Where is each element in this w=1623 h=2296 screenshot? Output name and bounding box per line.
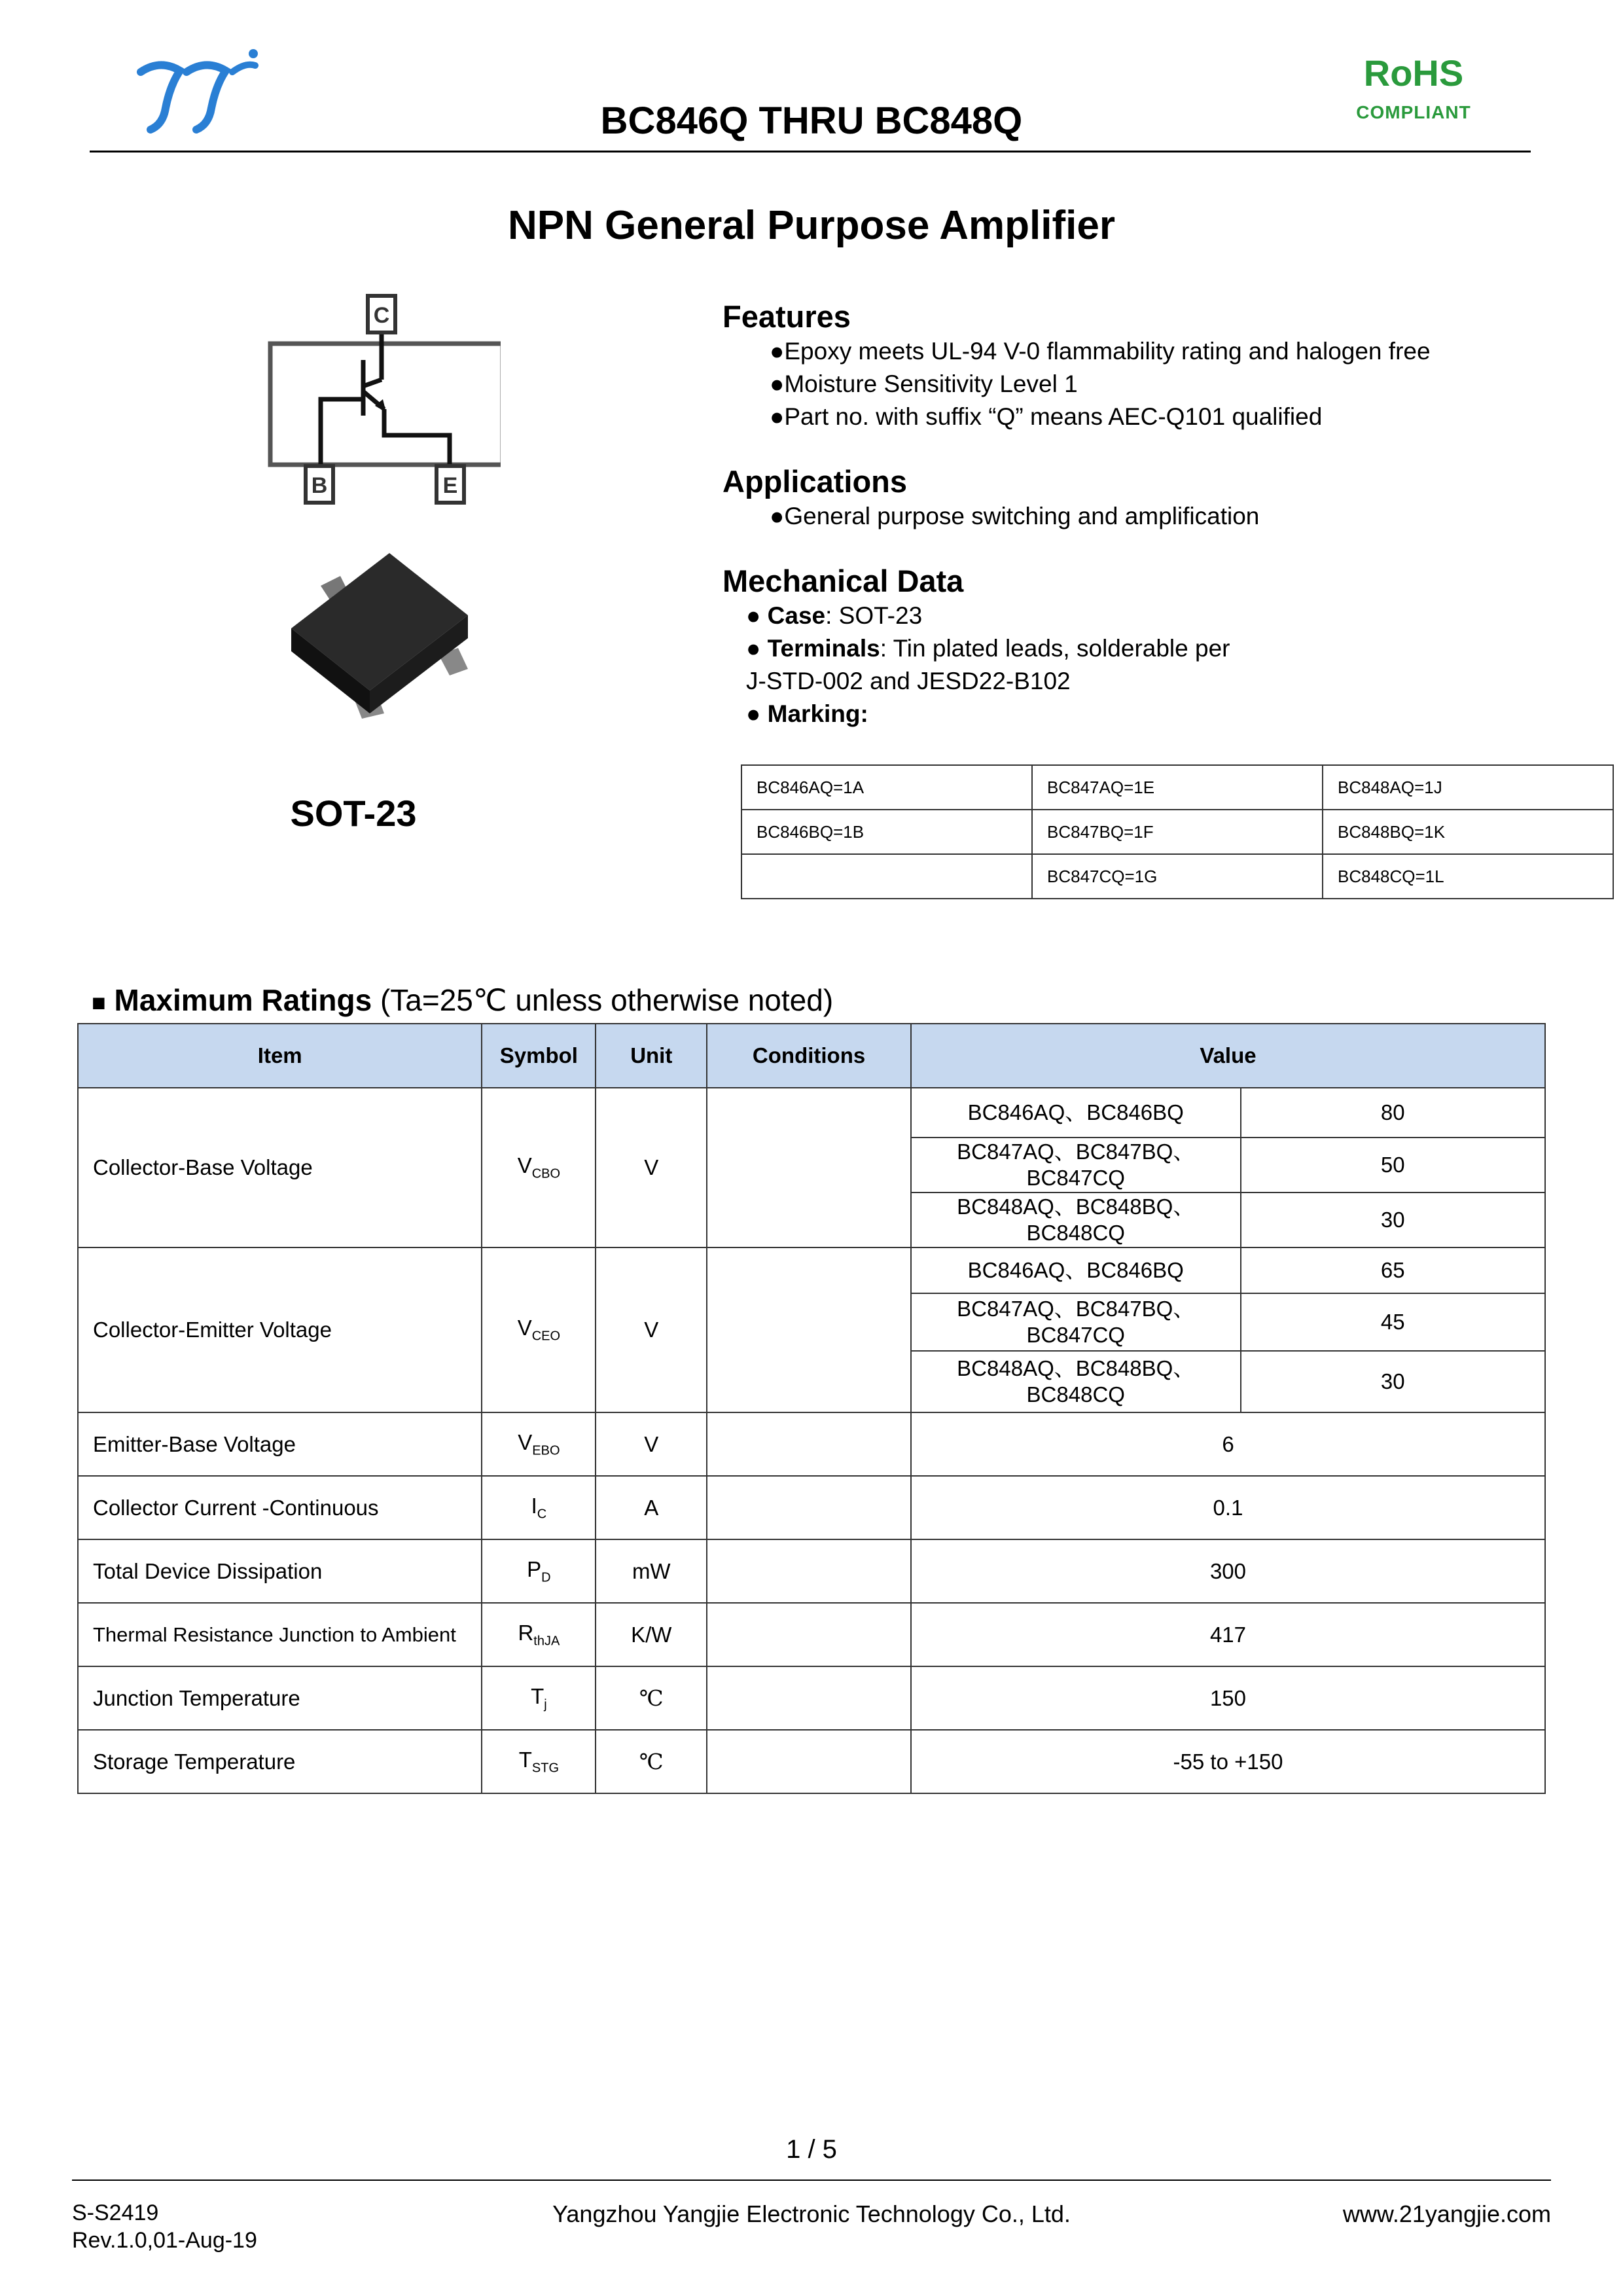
conditions-cell	[707, 1247, 911, 1412]
case-line: ● Case: SOT-23	[746, 602, 923, 629]
unit-cell: mW	[596, 1539, 707, 1603]
package-label: SOT-23	[290, 793, 417, 834]
unit-cell: V	[596, 1088, 707, 1247]
table-cell: BC847AQ=1E	[1032, 765, 1323, 810]
unit-cell: K/W	[596, 1603, 707, 1666]
document-title: BC846Q THRU BC848Q	[600, 99, 1023, 142]
item-cell: Collector-Base Voltage	[78, 1088, 482, 1247]
item-cell: Collector Current -Continuous	[78, 1476, 482, 1539]
value-cell: 80	[1241, 1088, 1545, 1138]
table-row	[741, 854, 1613, 899]
table-cell: BC846BQ=1B	[741, 810, 1032, 854]
symbol-cell: $R_{thJA}$	[482, 1603, 596, 1666]
unit-cell: ℃	[596, 1730, 707, 1793]
table-row	[741, 765, 1613, 810]
symbol-cell: $T_{STG}$	[482, 1730, 596, 1793]
marking-table	[741, 764, 1614, 899]
value-cell: 0.1	[911, 1476, 1545, 1539]
part-cell: BC846AQ、BC846BQ	[911, 1247, 1241, 1293]
value-cell: 30	[1241, 1193, 1545, 1247]
features-list	[722, 335, 1573, 433]
item-cell: Storage Temperature	[78, 1730, 482, 1793]
value-cell: 30	[1241, 1351, 1545, 1412]
value-cell: 65	[1241, 1247, 1545, 1293]
value-cell: 45	[1241, 1293, 1545, 1351]
table-row	[78, 1603, 1545, 1666]
terminals-cont: J-STD-002 and JESD22-B102	[746, 668, 1071, 694]
conditions-cell	[707, 1088, 911, 1247]
item-cell: Junction Temperature	[78, 1666, 482, 1730]
conditions-cell	[707, 1603, 911, 1666]
col-conditions: Conditions	[707, 1024, 911, 1088]
table-header-row	[78, 1024, 1545, 1088]
footer-rule	[72, 2179, 1551, 2181]
table-cell: BC847BQ=1F	[1032, 810, 1323, 854]
conditions-cell	[707, 1412, 911, 1476]
part-cell: BC848AQ、BC848BQ、BC848CQ	[911, 1351, 1241, 1412]
applications-list	[722, 500, 1573, 533]
table-row	[78, 1730, 1545, 1793]
ratings-table	[77, 1023, 1546, 1794]
mechanical-heading: Mechanical Data	[722, 564, 964, 598]
pin-e-label: E	[442, 473, 458, 498]
part-cell: BC846AQ、BC846BQ	[911, 1088, 1241, 1138]
pin-b-label: B	[311, 473, 328, 498]
features-heading: Features	[722, 299, 851, 334]
part-cell: BC847AQ、BC847BQ、BC847CQ	[911, 1138, 1241, 1193]
terminals-value: : Tin plated leads, solderable per	[880, 635, 1230, 662]
item-cell: Thermal Resistance Junction to Ambient	[78, 1603, 482, 1666]
table-cell: BC848CQ=1L	[1323, 854, 1613, 899]
ratings-heading	[92, 982, 833, 1021]
ratings-heading-bold: Maximum Ratings	[114, 983, 372, 1017]
footer-company: Yangzhou Yangjie Electronic Technology Co., Ltd.	[552, 2200, 1071, 2227]
header-rule	[90, 151, 1531, 152]
item-cell: Total Device Dissipation	[78, 1539, 482, 1603]
conditions-cell	[707, 1730, 911, 1793]
table-row	[78, 1666, 1545, 1730]
symbol-cell: $P_D$	[482, 1539, 596, 1603]
list-item: ● Part no. with suffix “Q” means AEC-Q101 qualified	[746, 401, 1573, 433]
unit-cell: V	[596, 1247, 707, 1412]
table-row	[78, 1476, 1545, 1539]
value-cell: 50	[1241, 1138, 1545, 1193]
table-row	[78, 1412, 1545, 1476]
square-bullet-icon: ■	[92, 989, 106, 1016]
value-cell: -55 to +150	[911, 1730, 1545, 1793]
symbol-cell: $T_j$	[482, 1666, 596, 1730]
list-item: ● Moisture Sensitivity Level 1	[746, 368, 1573, 401]
table-cell	[741, 854, 1032, 899]
rohs-title: RoHS	[1363, 52, 1464, 94]
col-unit: Unit	[596, 1024, 707, 1088]
value-cell: 417	[911, 1603, 1545, 1666]
footer-website[interactable]: www.21yangjie.com	[1342, 2200, 1551, 2227]
table-cell: BC848BQ=1K	[1323, 810, 1613, 854]
applications-heading: Applications	[722, 464, 908, 499]
features-section	[722, 298, 1573, 433]
symbol-cell: $V_{CEO}$	[482, 1247, 596, 1412]
rohs-subtitle: COMPLIANT	[1356, 102, 1471, 122]
table-cell: BC846AQ=1A	[741, 765, 1032, 810]
applications-section	[722, 463, 1573, 533]
value-cell: 150	[911, 1666, 1545, 1730]
conditions-cell	[707, 1476, 911, 1539]
footer-revision: Rev.1.0,01-Aug-19	[72, 2228, 257, 2253]
case-label: Case	[767, 602, 826, 629]
item-cell: Emitter-Base Voltage	[78, 1412, 482, 1476]
unit-cell: ℃	[596, 1666, 707, 1730]
footer-doc-number: S-S2419	[72, 2200, 159, 2225]
symbol-cell: $V_{CBO}$	[482, 1088, 596, 1247]
mechanical-section	[722, 563, 1573, 730]
symbol-cell: $I_C$	[482, 1476, 596, 1539]
col-item: Item	[78, 1024, 482, 1088]
value-cell: 300	[911, 1539, 1545, 1603]
unit-cell: V	[596, 1412, 707, 1476]
page-number: 1 / 5	[786, 2135, 837, 2164]
sot23-package-image	[278, 550, 474, 740]
pin-c-label: C	[373, 303, 390, 328]
table-cell: BC848AQ=1J	[1323, 765, 1613, 810]
conditions-cell	[707, 1539, 911, 1603]
col-symbol: Symbol	[482, 1024, 596, 1088]
item-cell: Collector-Emitter Voltage	[78, 1247, 482, 1412]
unit-cell: A	[596, 1476, 707, 1539]
part-cell: BC847AQ、BC847BQ、BC847CQ	[911, 1293, 1241, 1351]
case-value: : SOT-23	[825, 602, 923, 629]
list-item: ● General purpose switching and amplification	[746, 500, 1573, 533]
table-row	[78, 1247, 1545, 1293]
col-value: Value	[911, 1024, 1545, 1088]
marking-line: ● Marking:	[746, 700, 868, 727]
table-row	[741, 810, 1613, 854]
table-row	[78, 1539, 1545, 1603]
terminals-label: Terminals	[767, 635, 880, 662]
marking-label: Marking:	[767, 700, 868, 727]
table-cell: BC847CQ=1G	[1032, 854, 1323, 899]
ratings-heading-rest: (Ta=25℃ unless otherwise noted)	[372, 983, 834, 1017]
part-cell: BC848AQ、BC848BQ、BC848CQ	[911, 1193, 1241, 1247]
main-title: NPN General Purpose Amplifier	[508, 203, 1115, 248]
conditions-cell	[707, 1666, 911, 1730]
terminals-line: ● Terminals: Tin plated leads, solderable per	[746, 635, 1230, 662]
list-item: ● Epoxy meets UL-94 V-0 flammability rating and halogen free	[746, 335, 1573, 368]
value-cell: 6	[911, 1412, 1545, 1476]
transistor-schematic	[265, 288, 501, 524]
table-row	[78, 1088, 1545, 1138]
symbol-cell: $V_{EBO}$	[482, 1412, 596, 1476]
